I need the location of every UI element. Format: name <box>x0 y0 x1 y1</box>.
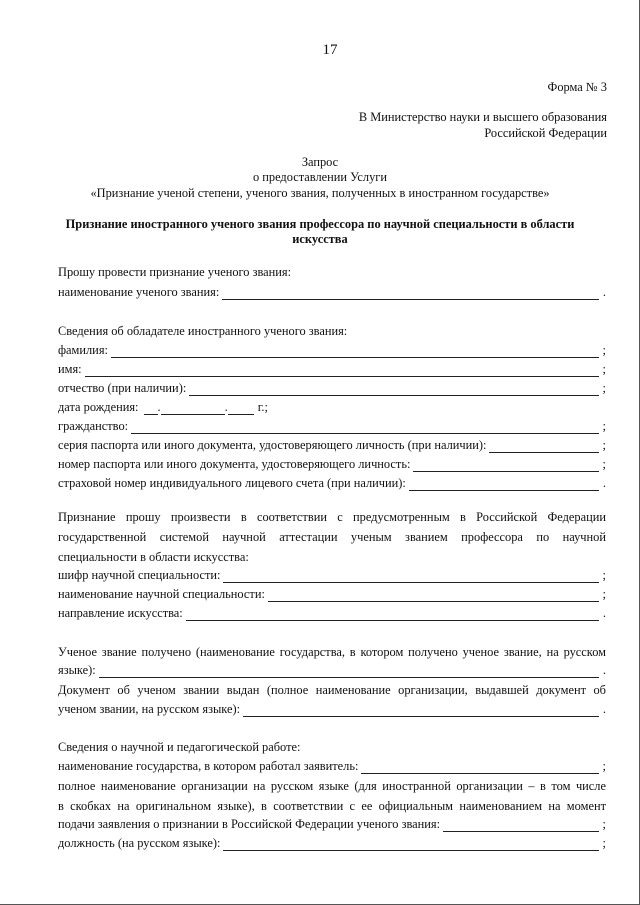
field-issuing-organization[interactable]: ученом звании, на русском языке): . <box>58 702 606 716</box>
section5-intro: Сведения о научной и педагогической работе: <box>58 740 301 754</box>
field-work-country[interactable]: наименование государства, в котором работал заявитель: ; <box>58 759 606 773</box>
addressee-line-1: В Министерство науки и высшего образования <box>358 110 607 124</box>
heading-line-2: искусства <box>292 232 348 246</box>
field-surname[interactable]: фамилия: ; <box>58 343 606 357</box>
heading-line-1: Признание иностранного ученого звания профессора по научной специальности в области <box>65 217 575 231</box>
dob-month[interactable] <box>161 402 225 415</box>
section3-paragraph: Признание прошу произвести в соответствии с предусмотренным в Российской Федерации государственной системой научной аттестации ученым званием профессора по научной специальности в области искусства: <box>58 510 606 564</box>
field-art-direction[interactable]: направление искусства: . <box>58 606 606 620</box>
request-title: Запрос <box>301 155 339 169</box>
addressee-line-2: Российской Федерации <box>484 126 607 140</box>
field-position[interactable]: должность (на русском языке): ; <box>58 836 606 850</box>
field-passport-number[interactable]: номер паспорта или иного документа, удостоверяющего личность: ; <box>58 457 606 471</box>
field-title-name[interactable]: наименование ученого звания: . <box>58 285 606 299</box>
field-citizenship[interactable]: гражданство: ; <box>58 419 606 433</box>
dob-day[interactable] <box>144 402 158 415</box>
field-specialty-code[interactable]: шифр научной специальности: ; <box>58 568 606 582</box>
dob-year[interactable] <box>228 402 254 415</box>
section5-paragraph: полное наименование организации на русском языке (для иностранной организации – в том числе в скобках на оригинальном языке), в соответствии с ее официальным наименованием на момент <box>58 779 606 813</box>
field-title-country[interactable]: языке): . <box>58 663 606 677</box>
field-insurance-number[interactable]: страховой номер индивидуального лицевого счета (при наличии): . <box>58 476 606 490</box>
form-label: Форма № 3 <box>547 80 607 94</box>
service-name: «Признание ученой степени, ученого звания, полученных в иностранном государстве» <box>90 186 550 200</box>
field-specialty-name[interactable]: наименование научной специальности: ; <box>58 587 606 601</box>
request-subtitle: о предоставлении Услуги <box>252 170 388 184</box>
field-date-of-birth[interactable]: дата рождения: . . г.; <box>58 400 268 414</box>
field-organization-name[interactable]: подачи заявления о признании в Российской Федерации ученого звания: ; <box>58 817 606 831</box>
section4-line-1: Ученое звание получено (наименование государства, в котором получено ученое звание, на русском <box>58 645 606 659</box>
page-number: 17 <box>322 42 338 58</box>
section4-line-2: Документ об ученом звании выдан (полное наименование организации, выдавшей документ об <box>58 683 606 697</box>
field-passport-series[interactable]: серия паспорта или иного документа, удостоверяющего личность (при наличии): ; <box>58 438 606 452</box>
section2-intro: Сведения об обладателе иностранного ученого звания: <box>58 324 348 338</box>
section1-intro: Прошу провести признание ученого звания: <box>58 265 292 279</box>
field-patronymic[interactable]: отчество (при наличии): ; <box>58 381 606 395</box>
field-first-name[interactable]: имя: ; <box>58 362 606 376</box>
